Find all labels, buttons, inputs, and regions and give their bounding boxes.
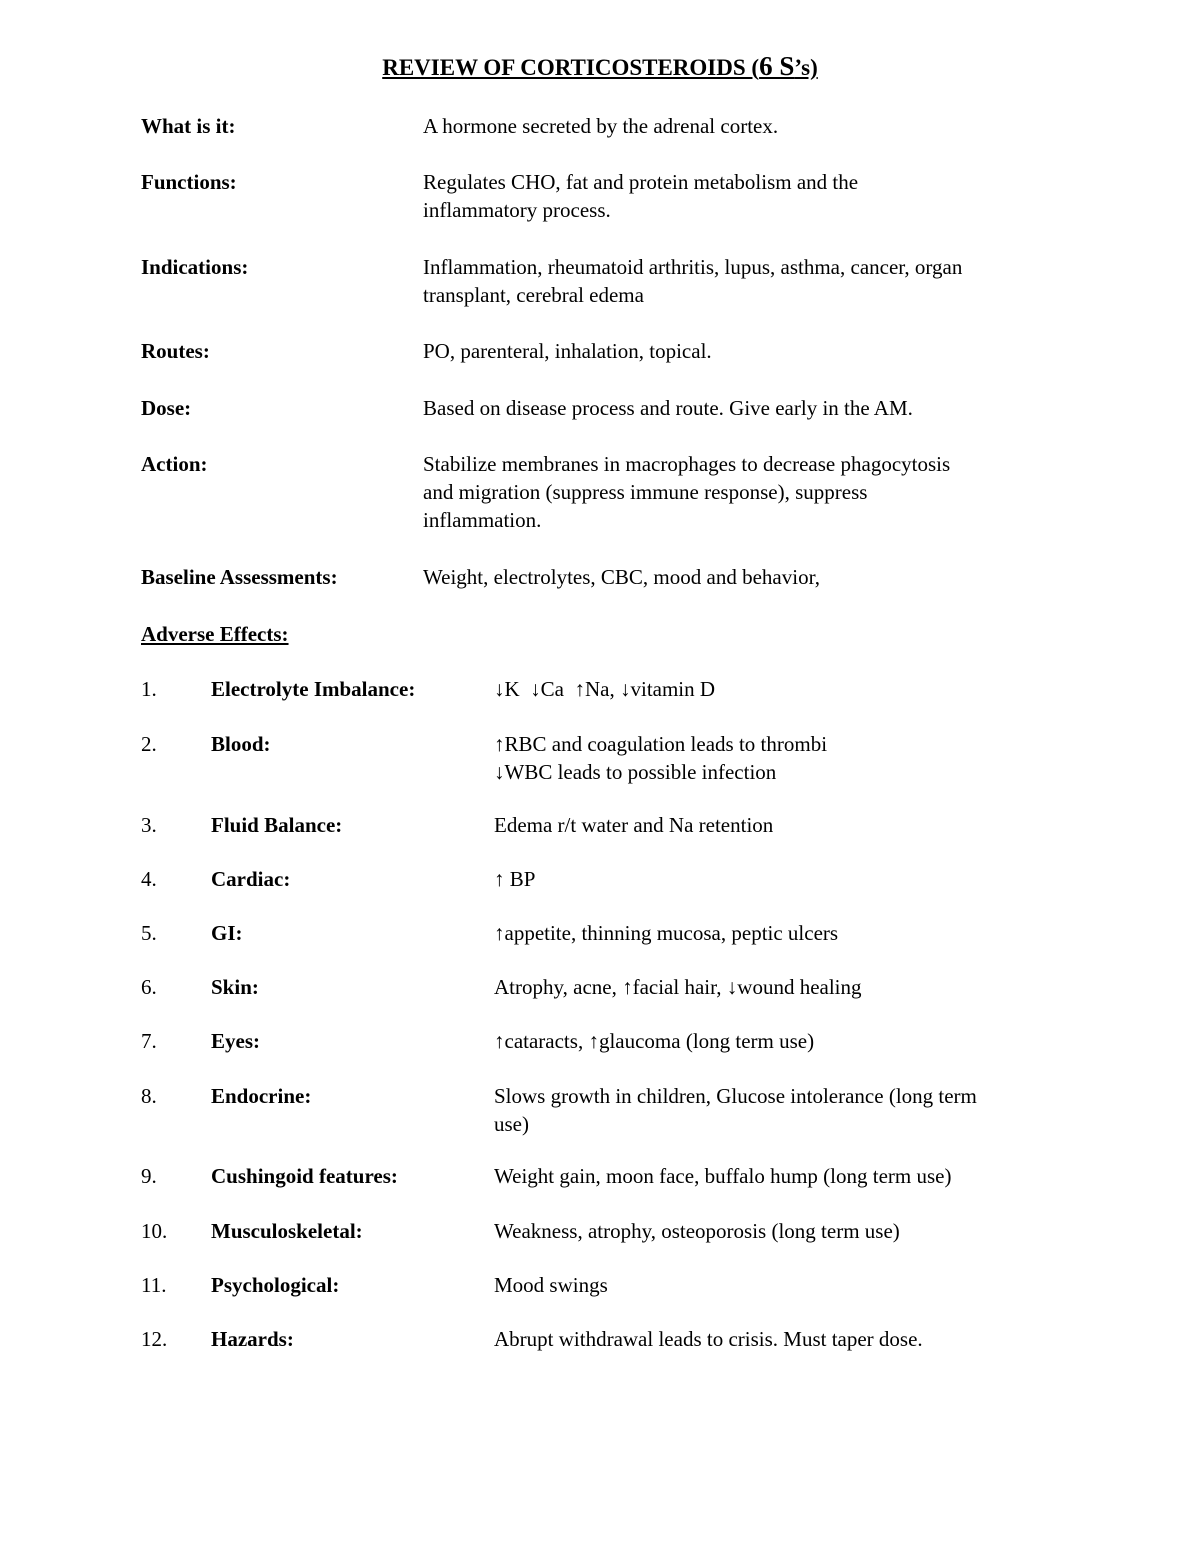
- field-value: [423, 112, 1073, 140]
- field-label: Functions:: [141, 170, 237, 194]
- field-label: Routes:: [141, 339, 210, 363]
- item-value-line: ↑appetite, thinning mucosa, peptic ulcers: [494, 921, 839, 945]
- item-label: Psychological:: [211, 1273, 340, 1297]
- item-number: 12.: [141, 1327, 168, 1351]
- item-value-line: ↑cataracts, ↑glaucoma (long term use): [494, 1029, 815, 1053]
- item-value: [494, 1162, 1074, 1190]
- item-value: [494, 1325, 1074, 1353]
- item-number: 9.: [141, 1164, 157, 1188]
- field-label: What is it:: [141, 114, 236, 138]
- item-number: 11.: [141, 1273, 167, 1297]
- page-title: [0, 50, 1200, 84]
- item-number: 8.: [141, 1084, 157, 1108]
- field-value-line: and migration (suppress immune response), suppress: [423, 480, 868, 504]
- field-label: Indications:: [141, 255, 249, 279]
- item-value: [494, 1082, 1074, 1138]
- item-value-line: Slows growth in children, Glucose intolerance (long term: [494, 1084, 977, 1108]
- item-value-line: ↓WBC leads to possible infection: [494, 760, 777, 784]
- field-value: [423, 337, 1073, 365]
- item-value: [494, 1217, 1074, 1245]
- item-label: GI:: [211, 921, 243, 945]
- item-value: [494, 1271, 1074, 1299]
- item-value: [494, 919, 1074, 947]
- item-number: 5.: [141, 921, 157, 945]
- item-value: [494, 811, 1074, 839]
- title-main-text: REVIEW OF CORTICOSTEROIDS (: [382, 55, 760, 80]
- item-value: [494, 973, 1074, 1001]
- item-label: Cushingoid features:: [211, 1164, 398, 1188]
- field-value-line: Weight, electrolytes, CBC, mood and behavior,: [423, 565, 820, 589]
- field-value-line: Regulates CHO, fat and protein metabolism and the: [423, 170, 859, 194]
- item-value-line: use): [494, 1112, 529, 1136]
- item-label: Hazards:: [211, 1327, 294, 1351]
- item-value: [494, 865, 1074, 893]
- item-value-line: Weight gain, moon face, buffalo hump (long term use): [494, 1164, 952, 1188]
- item-number: 6.: [141, 975, 157, 999]
- title-end-text: ’s): [794, 55, 818, 80]
- item-number: 7.: [141, 1029, 157, 1053]
- item-value-line: Atrophy, acne, ↑facial hair, ↓wound healing: [494, 975, 862, 999]
- field-value-line: inflammation.: [423, 508, 542, 532]
- field-label: Action:: [141, 452, 208, 476]
- item-number: 3.: [141, 813, 157, 837]
- item-label: Blood:: [211, 732, 271, 756]
- field-value-line: Stabilize membranes in macrophages to decrease phagocytosis: [423, 452, 951, 476]
- field-value-line: Based on disease process and route. Give early in the AM.: [423, 396, 913, 420]
- field-value: [423, 168, 1073, 224]
- field-label: Dose:: [141, 396, 192, 420]
- field-value-line: Inflammation, rheumatoid arthritis, lupus, asthma, cancer, organ: [423, 255, 963, 279]
- field-value: [423, 563, 1073, 591]
- item-value: [494, 1027, 1074, 1055]
- field-value-line: inflammatory process.: [423, 198, 611, 222]
- field-label: Baseline Assessments:: [141, 565, 338, 589]
- item-label: Skin:: [211, 975, 259, 999]
- item-label: Eyes:: [211, 1029, 260, 1053]
- item-value: [494, 675, 1074, 703]
- field-value: [423, 394, 1073, 422]
- item-number: 10.: [141, 1219, 168, 1243]
- item-value-line: ↑ BP: [494, 867, 536, 891]
- item-value-line: Abrupt withdrawal leads to crisis. Must taper dose.: [494, 1327, 923, 1351]
- field-value-line: PO, parenteral, inhalation, topical.: [423, 339, 712, 363]
- item-value-line: Mood swings: [494, 1273, 608, 1297]
- item-value-line: ↓K ↓Ca ↑Na, ↓vitamin D: [494, 677, 716, 701]
- item-label: Endocrine:: [211, 1084, 312, 1108]
- item-label: Fluid Balance:: [211, 813, 343, 837]
- item-value-line: ↑RBC and coagulation leads to thrombi: [494, 732, 828, 756]
- field-value-line: A hormone secreted by the adrenal cortex.: [423, 114, 779, 138]
- adverse-effects-heading: Adverse Effects:: [141, 622, 289, 646]
- field-value: [423, 450, 1073, 534]
- item-number: 4.: [141, 867, 157, 891]
- item-label: Musculoskeletal:: [211, 1219, 363, 1243]
- item-value-line: Edema r/t water and Na retention: [494, 813, 774, 837]
- item-label: Electrolyte Imbalance:: [211, 677, 416, 701]
- field-value: [423, 253, 1073, 309]
- item-number: 1.: [141, 677, 157, 701]
- item-value: [494, 730, 1074, 786]
- title-number-text: 6 S: [759, 51, 795, 81]
- item-value-line: Weakness, atrophy, osteoporosis (long term use): [494, 1219, 900, 1243]
- item-label: Cardiac:: [211, 867, 291, 891]
- item-number: 2.: [141, 732, 157, 756]
- field-value-line: transplant, cerebral edema: [423, 283, 644, 307]
